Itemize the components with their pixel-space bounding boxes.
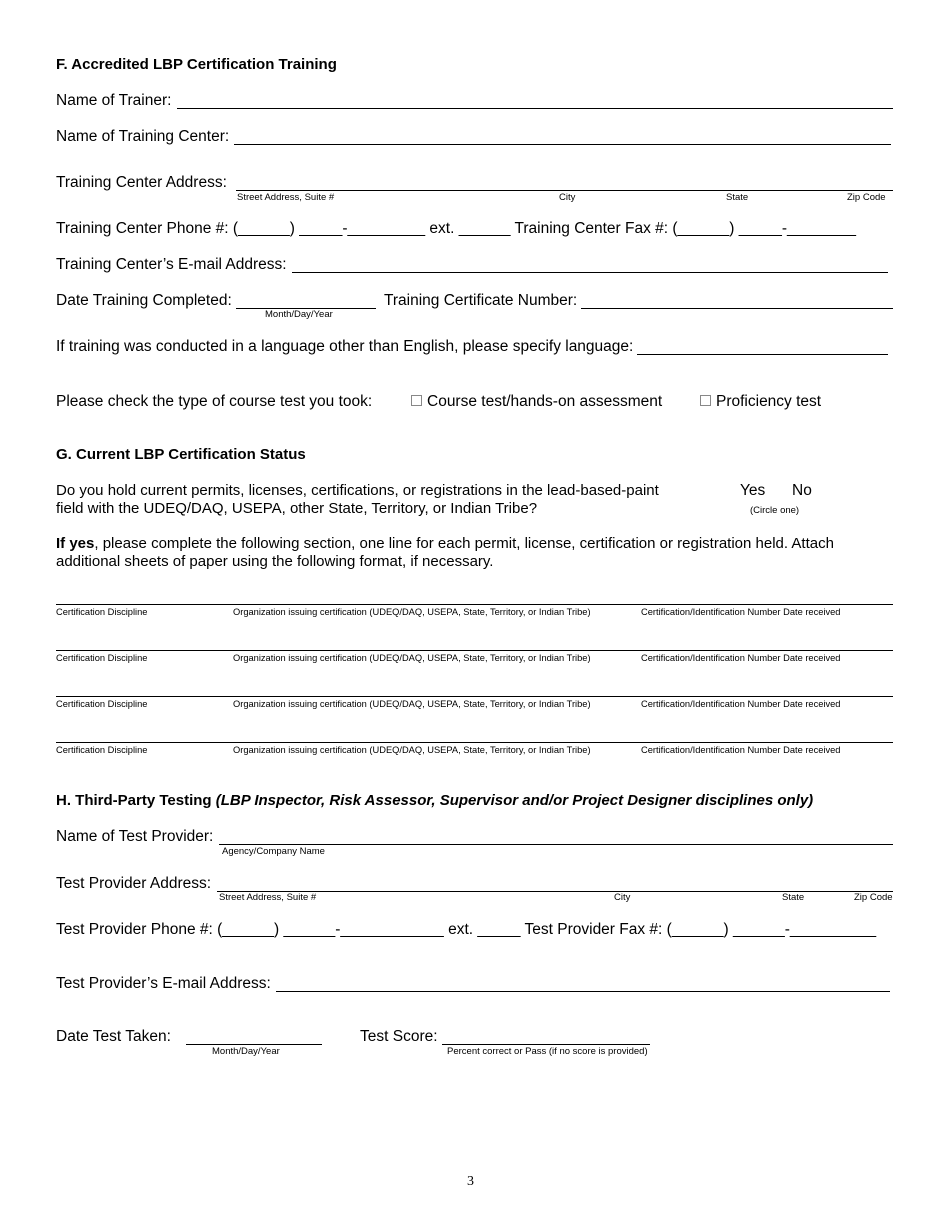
- address-state-sublabel: State: [726, 192, 749, 203]
- page-number: 3: [467, 1174, 474, 1189]
- course-test-question: Please check the type of course test you took:: [56, 393, 373, 410]
- circle-one-note: (Circle one): [750, 505, 800, 516]
- date-test-taken-field[interactable]: [186, 1044, 322, 1045]
- provider-street-sublabel: Street Address, Suite #: [219, 892, 317, 903]
- section-f-heading: F. Accredited LBP Certification Training: [56, 56, 337, 73]
- language-label: If training was conducted in a language other than English, please specify language:: [56, 338, 634, 355]
- section-h-title: H. Third-Party Testing: [56, 792, 212, 809]
- training-address-field[interactable]: [236, 190, 893, 191]
- course-test-option-label: Course test/hands-on assessment: [427, 393, 663, 410]
- if-yes-text: , please complete the following section, one line for each permit, license, certification or registration held. Attach additional sheets of paper using the following format, if necessary.: [56, 535, 834, 570]
- row-number-date-label: Certification/Identification Number Date received: [641, 745, 841, 755]
- row-discipline-label: Certification Discipline: [56, 745, 148, 755]
- certification-question-line2: field with the UDEQ/DAQ, USEPA, other State, Territory, or Indian Tribe?: [56, 500, 538, 517]
- certification-row-line[interactable]: [56, 604, 893, 605]
- row-organization-label: Organization issuing certification (UDEQ/DAQ, USEPA, State, Territory, or Indian Tribe): [233, 745, 591, 755]
- test-provider-email-field[interactable]: [276, 991, 890, 992]
- trainer-name-field[interactable]: [177, 108, 893, 109]
- test-provider-address-label: Test Provider Address:: [56, 875, 212, 892]
- training-center-label: Name of Training Center:: [56, 128, 230, 145]
- test-provider-label: Name of Test Provider:: [56, 828, 214, 845]
- checkbox-icon[interactable]: [700, 395, 711, 406]
- training-email-label: Training Center’s E-mail Address:: [56, 256, 287, 273]
- provider-state-sublabel: State: [782, 892, 805, 903]
- address-zip-sublabel: Zip Code: [847, 192, 886, 203]
- if-yes-instructions: [56, 535, 896, 571]
- row-organization-label: Organization issuing certification (UDEQ/DAQ, USEPA, State, Territory, or Indian Tribe): [233, 699, 591, 709]
- row-number-date-label: Certification/Identification Number Date received: [641, 699, 841, 709]
- training-phone-fax-line[interactable]: Training Center Phone #: (______) _____-_________ ext. ______ Training Center Fax #: (______) _____-________: [56, 220, 856, 237]
- course-test-option-hands-on[interactable]: [411, 393, 662, 411]
- section-g-heading: G. Current LBP Certification Status: [56, 446, 306, 463]
- training-email-field[interactable]: [292, 272, 888, 273]
- certification-question: [56, 482, 659, 518]
- if-yes-bold: If yes: [56, 535, 95, 552]
- provider-city-sublabel: City: [614, 892, 631, 903]
- language-field[interactable]: [637, 354, 888, 355]
- date-test-taken-label: Date Test Taken:: [56, 1028, 171, 1045]
- row-number-date-label: Certification/Identification Number Date received: [641, 607, 841, 617]
- row-discipline-label: Certification Discipline: [56, 653, 148, 663]
- row-discipline-label: Certification Discipline: [56, 699, 148, 709]
- certificate-number-label: Training Certificate Number:: [384, 292, 578, 309]
- checkbox-icon[interactable]: [411, 395, 422, 406]
- row-number-date-label: Certification/Identification Number Date received: [641, 653, 841, 663]
- provider-zip-sublabel: Zip Code: [854, 892, 893, 903]
- section-h-heading: [56, 792, 813, 809]
- row-organization-label: Organization issuing certification (UDEQ/DAQ, USEPA, State, Territory, or Indian Tribe): [233, 653, 591, 663]
- date-test-taken-sublabel: Month/Day/Year: [212, 1046, 280, 1057]
- answer-yes[interactable]: Yes: [740, 482, 766, 499]
- trainer-name-label: Name of Trainer:: [56, 92, 172, 109]
- date-completed-label: Date Training Completed:: [56, 292, 232, 309]
- certification-row-line[interactable]: [56, 696, 893, 697]
- certification-question-line1: Do you hold current permits, licenses, certifications, or registrations in the lead-based-paint: [56, 482, 659, 499]
- row-discipline-label: Certification Discipline: [56, 607, 148, 617]
- test-score-field[interactable]: [442, 1044, 650, 1045]
- test-provider-phone-fax-line[interactable]: Test Provider Phone #: (______) ______-____________ ext. _____ Test Provider Fax #: (______) ______-__________: [56, 921, 877, 938]
- training-center-field[interactable]: [234, 144, 891, 145]
- answer-no[interactable]: No: [792, 482, 812, 499]
- section-h-note: (LBP Inspector, Risk Assessor, Supervisor and/or Project Designer disciplines only): [215, 792, 814, 809]
- address-street-sublabel: Street Address, Suite #: [237, 192, 335, 203]
- course-test-option-label: Proficiency test: [716, 393, 822, 410]
- row-organization-label: Organization issuing certification (UDEQ/DAQ, USEPA, State, Territory, or Indian Tribe): [233, 607, 591, 617]
- test-score-sublabel: Percent correct or Pass (if no score is provided): [447, 1046, 648, 1057]
- certification-row-line[interactable]: [56, 742, 893, 743]
- course-test-option-proficiency[interactable]: [700, 393, 821, 411]
- test-score-label: Test Score:: [360, 1028, 438, 1045]
- test-provider-email-label: Test Provider’s E-mail Address:: [56, 975, 271, 992]
- address-city-sublabel: City: [559, 192, 576, 203]
- training-address-label: Training Center Address:: [56, 174, 227, 191]
- test-provider-field[interactable]: [219, 844, 893, 845]
- test-provider-sublabel: Agency/Company Name: [222, 846, 325, 857]
- certificate-number-field[interactable]: [581, 308, 893, 309]
- date-completed-sublabel: Month/Day/Year: [265, 309, 333, 320]
- certification-row-line[interactable]: [56, 650, 893, 651]
